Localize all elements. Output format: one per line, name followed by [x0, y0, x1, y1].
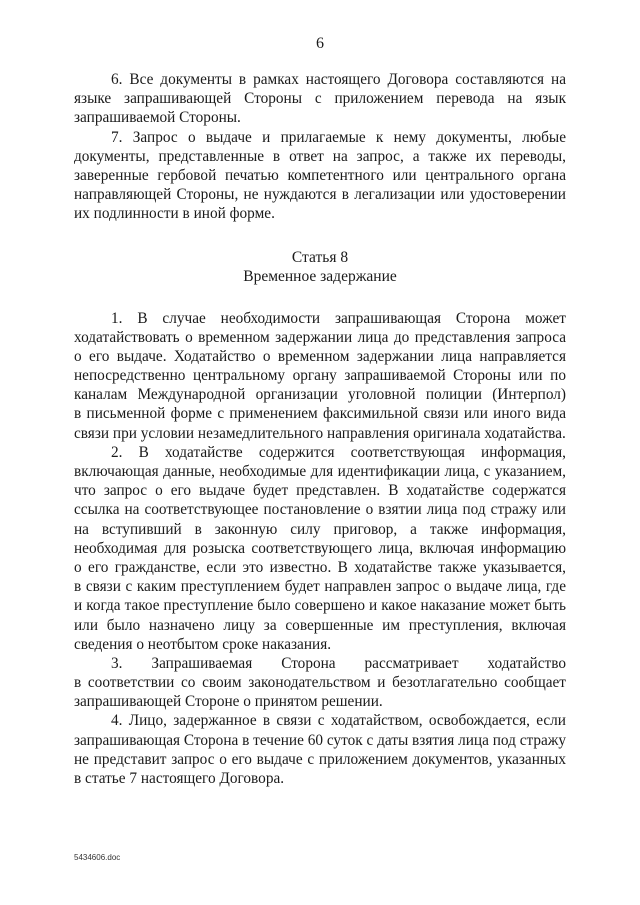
- paragraph: [74, 128, 566, 224]
- paragraph: [74, 711, 566, 788]
- paragraph: [74, 309, 566, 443]
- text-line: направляющей Стороны, не нуждаются в легализации или удостоверении: [74, 186, 566, 204]
- text-line: связи при условии незамедлительного направления оригинала ходатайства.: [74, 424, 566, 442]
- text-line: в письменной форме с применением факсимильной связи или иного вида: [74, 405, 566, 423]
- paragraph-group-article: [74, 309, 566, 789]
- document-body: [74, 70, 566, 788]
- paragraph-group-top: [74, 70, 566, 224]
- text-line: в соответствии со своим законодательством и безотлагательно сообщает: [74, 674, 566, 692]
- text-line: 1. В случае необходимости запрашивающая Сторона может: [111, 309, 566, 327]
- text-line: включающая данные, необходимые для идентификации лица, с указанием,: [74, 463, 566, 480]
- text-line: заверенные гербовой печатью компетентного или центрального органа: [74, 166, 566, 184]
- article-title: Временное задержание: [243, 268, 397, 285]
- text-line: непосредственно центральному органу запрашиваемой Стороны или по: [74, 367, 566, 385]
- text-line: каналам Международной организации уголовной полиции (Интерпол): [74, 386, 566, 404]
- footer-file-name: 5434606.doc: [74, 853, 121, 862]
- text-line: в статье 7 настоящего Договора.: [74, 770, 285, 787]
- text-line: необходимая для розыска соответствующего лица, включая информацию: [74, 539, 566, 557]
- article-number: Статья 8: [291, 248, 349, 266]
- text-line: о его выдаче. Ходатайство о временном задержании лица направляется: [74, 347, 566, 365]
- text-line: запрашивающей Стороне о принятом решении.: [74, 693, 383, 711]
- text-line: 2. В ходатайстве содержится соответствующая информация,: [111, 443, 566, 461]
- text-line: в связи с каким преступлением будет направлен запрос о выдаче лица, где: [74, 578, 566, 596]
- text-line: 7. Запрос о выдаче и прилагаемые к нему документы, любые: [111, 128, 566, 146]
- text-line: запрашивающая Сторона в течение 60 суток с даты взятия лица под стражу: [74, 731, 567, 749]
- text-line: 4. Лицо, задержанное в связи с ходатайством, освобождается, если: [111, 712, 566, 730]
- text-line: 6. Все документы в рамках настоящего Договора составляются на: [111, 71, 566, 88]
- paragraph: [74, 443, 566, 654]
- text-line: или было назначено лицу за совершенные им преступления, включая: [74, 616, 566, 634]
- text-line: и когда такое преступление было совершено и какое наказание может быть: [74, 597, 566, 615]
- text-line: ссылка на соответствующее постановление о взятии лица под стражу или: [74, 501, 566, 519]
- article-heading: [74, 248, 566, 287]
- text-line: о его гражданстве, если это известно. В ходатайстве также указывается,: [74, 558, 566, 576]
- text-line: ходатайствовать о временном задержании лица до представления запроса: [74, 328, 566, 346]
- text-line: 3. Запрашиваемая Сторона рассматривает ходатайство: [111, 654, 566, 672]
- text-line: их подлинности в иной форме.: [74, 205, 275, 223]
- text-line: не представит запрос о его выдаче с приложением документов, указанных: [74, 750, 566, 768]
- page-number: 6: [316, 35, 324, 52]
- text-line: языке запрашивающей Стороны с приложением перевода на язык: [74, 90, 566, 108]
- text-line: что запрос о его выдаче будет представлен. В ходатайстве содержатся: [74, 482, 566, 500]
- text-line: документы, представленные в ответ на запрос, а также их переводы,: [74, 147, 566, 165]
- paragraph: [74, 654, 566, 712]
- paragraph: [74, 70, 566, 128]
- text-line: на вступивший в законную силу приговор, а также информация,: [74, 520, 566, 538]
- text-line: сведения о неотбытом сроке наказания.: [74, 635, 332, 653]
- text-line: запрашиваемой Стороны.: [74, 109, 241, 127]
